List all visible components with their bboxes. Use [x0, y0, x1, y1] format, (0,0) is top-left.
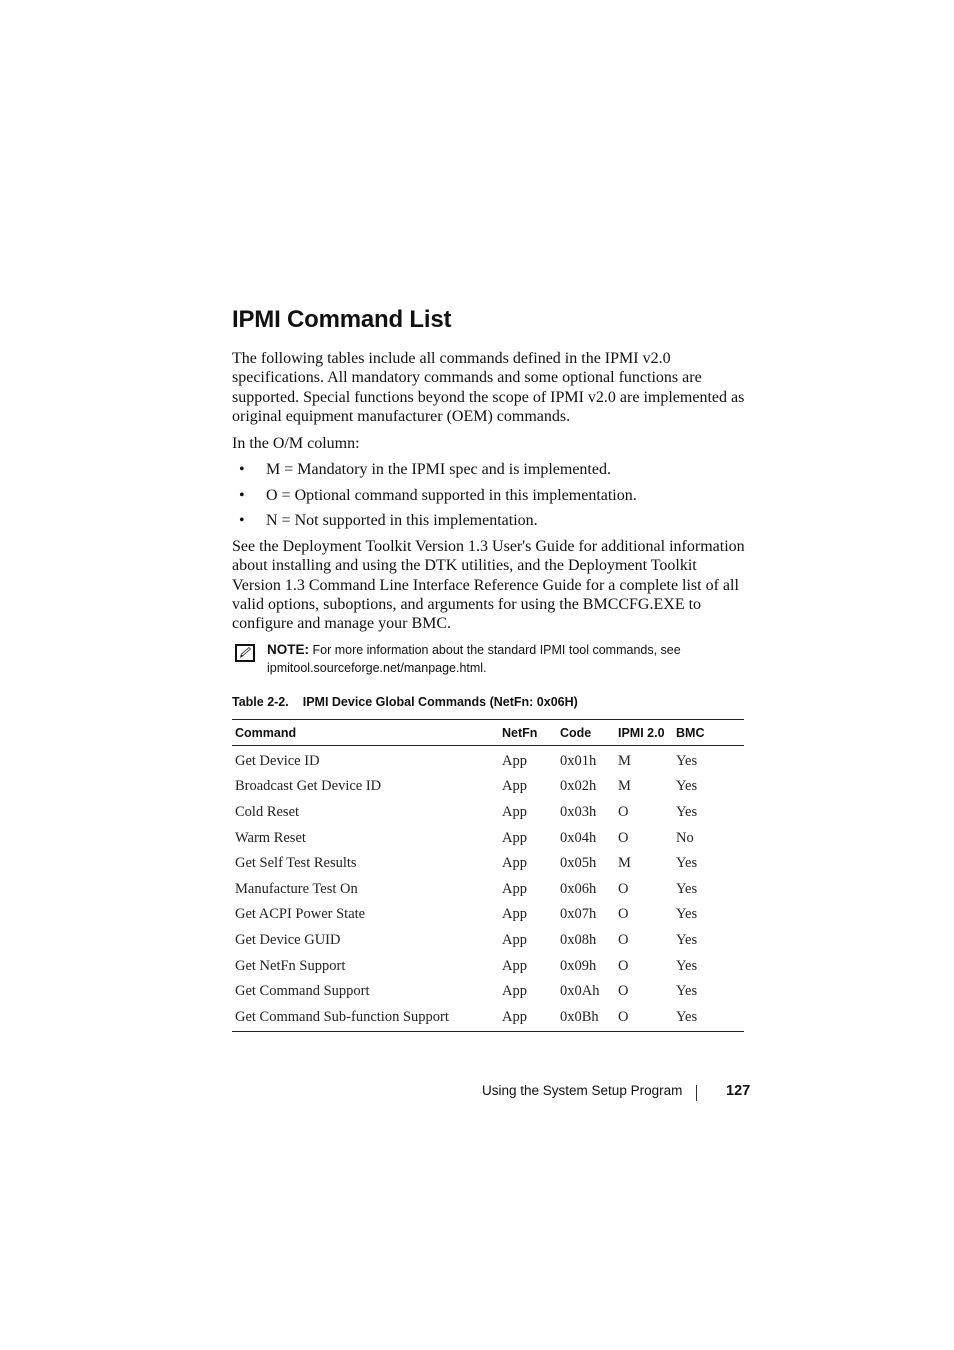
cell-code: 0x06h	[560, 880, 597, 897]
table-header-row	[232, 720, 744, 746]
list-item	[232, 511, 748, 530]
cell-code: 0x05h	[560, 855, 597, 872]
list-item	[232, 486, 748, 505]
cell-ipmi: O	[618, 880, 629, 897]
cell-command: Get Device ID	[235, 752, 320, 769]
column-header-code: Code	[557, 720, 615, 746]
cell-ipmi: O	[618, 931, 629, 948]
note-text: For more information about the standard IPMI tool commands, see ipmitool.sourceforge.net/manpage.html.	[267, 643, 681, 676]
cell-command: Get Self Test Results	[235, 855, 357, 872]
cell-netfn: App	[502, 983, 527, 1000]
column-header-netfn: NetFn	[499, 720, 557, 746]
cell-code: 0x03h	[560, 803, 597, 820]
cell-command: Get ACPI Power State	[235, 906, 366, 923]
cell-ipmi: O	[618, 829, 629, 846]
list-item	[232, 460, 748, 479]
cell-code: 0x02h	[560, 778, 597, 795]
cell-ipmi: M	[618, 778, 631, 795]
intro-paragraph: The following tables include all commands defined in the IPMI v2.0 specifications. All mandatory commands and some optional functions are supported. Special functions beyond the scope of IPMI v2.0 are implemented as original equipment manufacturer (OEM) commands.	[232, 350, 745, 425]
list-item-text: N = Not supported in this implementation.	[266, 512, 538, 530]
table-title: IPMI Device Global Commands (NetFn: 0x06H)	[302, 695, 578, 710]
cell-bmc: Yes	[673, 1004, 744, 1032]
cell-netfn: App	[502, 880, 527, 897]
table-body	[232, 746, 744, 1032]
cell-code: 0x01h	[560, 752, 597, 769]
see-paragraph: See the Deployment Toolkit Version 1.3 User's Guide for additional information about installing and using the DTK utilities, and the Deployment Toolkit Version 1.3 Command Line Interface Reference Guide for a complete list of all valid options, suboptions, and arguments for using the BMCCFG.EXE to configure and manage your BMC.	[232, 537, 745, 633]
table-row	[232, 746, 744, 774]
table-row	[232, 1004, 744, 1032]
table-row	[232, 774, 744, 800]
table-row	[232, 825, 744, 851]
om-column-intro: In the O/M column:	[232, 435, 360, 453]
cell-netfn: App	[502, 829, 527, 846]
table-row	[232, 979, 744, 1005]
table-row	[232, 800, 744, 826]
cell-ipmi: M	[618, 752, 631, 769]
cell-bmc: Yes	[676, 957, 698, 974]
table-row	[232, 902, 744, 928]
list-item-text: M = Mandatory in the IPMI spec and is implemented.	[266, 461, 611, 479]
table-row	[232, 953, 744, 979]
cell-command: Cold Reset	[235, 803, 300, 820]
cell-code: 0x08h	[560, 931, 597, 948]
cell-netfn: App	[502, 803, 527, 820]
cell-bmc: Yes	[676, 983, 698, 1000]
pencil-note-icon	[235, 644, 255, 662]
cell-netfn: App	[502, 931, 527, 948]
bullet-icon: •	[239, 486, 245, 504]
footer-section-title: Using the System Setup Program	[482, 1083, 683, 1098]
cell-bmc: No	[676, 829, 694, 846]
column-header-ipmi: IPMI 2.0	[615, 720, 673, 746]
list-item-text: O = Optional command supported in this implementation.	[266, 486, 637, 504]
cell-command: Get Device GUID	[235, 931, 341, 948]
page-number: 127	[726, 1083, 751, 1099]
page-content	[232, 305, 748, 1032]
cell-bmc: Yes	[676, 803, 698, 820]
cell-ipmi: O	[618, 906, 629, 923]
cell-netfn: App	[502, 778, 527, 795]
cell-command: Get Command Sub-function Support	[232, 1004, 499, 1032]
cell-bmc: Yes	[676, 931, 698, 948]
cell-code: 0x04h	[560, 829, 597, 846]
cell-netfn: App	[499, 1004, 557, 1032]
bullet-icon: •	[239, 512, 245, 530]
cell-bmc: Yes	[676, 880, 698, 897]
cell-netfn: App	[502, 906, 527, 923]
cell-ipmi: O	[618, 803, 629, 820]
page-title: IPMI Command List	[232, 306, 452, 333]
cell-code: 0x0Ah	[560, 983, 600, 1000]
cell-ipmi: O	[618, 957, 629, 974]
table-caption	[232, 695, 748, 709]
footer-divider	[696, 1085, 697, 1101]
cell-netfn: App	[502, 957, 527, 974]
note-label: NOTE:	[267, 642, 309, 658]
cell-bmc: Yes	[676, 752, 698, 769]
cell-bmc: Yes	[676, 778, 698, 795]
cell-bmc: Yes	[676, 855, 698, 872]
cell-code: 0x09h	[560, 957, 597, 974]
cell-ipmi: O	[618, 983, 629, 1000]
page-footer	[482, 1083, 751, 1099]
table-number: Table 2-2.	[232, 695, 289, 710]
cell-command: Get NetFn Support	[235, 957, 346, 974]
column-header-bmc: BMC	[673, 720, 744, 746]
column-header-command: Command	[232, 720, 499, 746]
cell-ipmi: O	[615, 1004, 673, 1032]
note-box	[232, 641, 748, 677]
ipmi-commands-table	[232, 719, 744, 1032]
table-row	[232, 928, 744, 954]
cell-code: 0x07h	[560, 906, 597, 923]
cell-command: Manufacture Test On	[235, 880, 358, 897]
table-row	[232, 876, 744, 902]
om-legend-list	[232, 460, 748, 530]
cell-command: Warm Reset	[235, 829, 306, 846]
cell-command: Broadcast Get Device ID	[235, 778, 382, 795]
bullet-icon: •	[239, 461, 245, 479]
cell-bmc: Yes	[676, 906, 698, 923]
cell-netfn: App	[502, 752, 527, 769]
cell-netfn: App	[502, 855, 527, 872]
cell-command: Get Command Support	[235, 983, 370, 1000]
table-row	[232, 851, 744, 877]
cell-ipmi: M	[618, 855, 631, 872]
cell-code: 0x0Bh	[557, 1004, 615, 1032]
